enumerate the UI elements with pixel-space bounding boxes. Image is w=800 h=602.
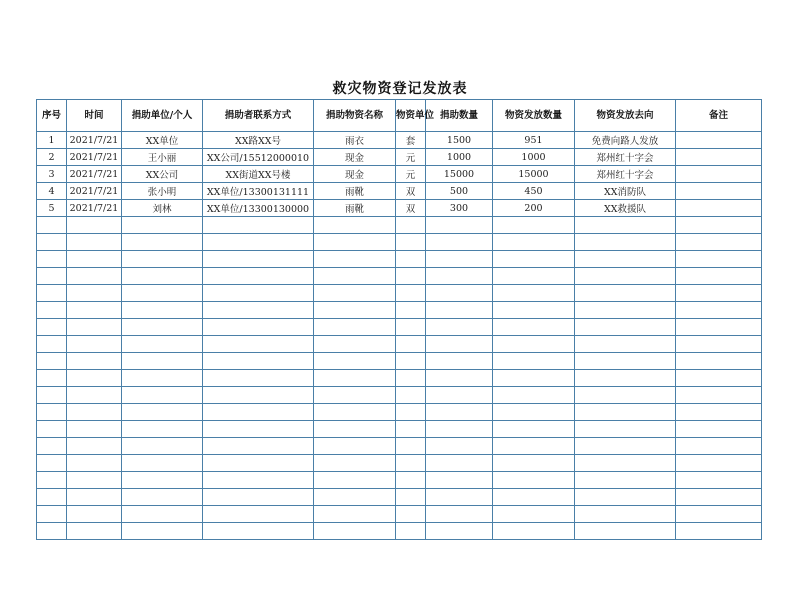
empty-cell <box>314 506 396 523</box>
empty-cell <box>676 217 762 234</box>
cell-contact: XX街道XX号楼 <box>203 166 314 183</box>
empty-cell <box>203 319 314 336</box>
empty-cell <box>493 489 575 506</box>
empty-cell <box>676 285 762 302</box>
empty-cell <box>67 302 122 319</box>
cell-donor: 刘林 <box>122 200 203 217</box>
empty-cell <box>203 251 314 268</box>
empty-cell <box>67 455 122 472</box>
empty-cell <box>314 319 396 336</box>
cell-donor: XX公司 <box>122 166 203 183</box>
empty-table-row <box>37 217 762 234</box>
table-row <box>37 183 762 200</box>
empty-cell <box>426 302 493 319</box>
table-row <box>37 166 762 183</box>
empty-cell <box>426 387 493 404</box>
empty-cell <box>314 455 396 472</box>
cell-remarks <box>676 132 762 149</box>
empty-cell <box>575 302 676 319</box>
empty-cell <box>37 251 67 268</box>
cell-donated-qty: 300 <box>426 200 493 217</box>
empty-cell <box>396 472 426 489</box>
cell-destination: XX消防队 <box>575 183 676 200</box>
empty-cell <box>37 472 67 489</box>
cell-remarks <box>676 149 762 166</box>
header-cell-donated-qty: 捐助数量 <box>426 100 493 132</box>
empty-cell <box>493 268 575 285</box>
cell-item-name: 雨靴 <box>314 200 396 217</box>
empty-cell <box>426 234 493 251</box>
empty-cell <box>396 523 426 540</box>
empty-cell <box>396 285 426 302</box>
header-cell-distributed-qty: 物资发放数量 <box>493 100 575 132</box>
cell-unit: 双 <box>396 183 426 200</box>
cell-contact: XX路XX号 <box>203 132 314 149</box>
empty-cell <box>493 421 575 438</box>
cell-distributed-qty: 200 <box>493 200 575 217</box>
cell-index: 2 <box>37 149 67 166</box>
empty-cell <box>122 404 203 421</box>
empty-cell <box>676 370 762 387</box>
empty-cell <box>426 472 493 489</box>
empty-cell <box>314 353 396 370</box>
empty-cell <box>575 421 676 438</box>
empty-table-row <box>37 319 762 336</box>
empty-cell <box>67 268 122 285</box>
cell-destination: XX救援队 <box>575 200 676 217</box>
cell-donor: 张小明 <box>122 183 203 200</box>
empty-cell <box>575 353 676 370</box>
empty-cell <box>203 336 314 353</box>
empty-cell <box>396 506 426 523</box>
empty-table-row <box>37 251 762 268</box>
empty-cell <box>122 353 203 370</box>
empty-cell <box>493 319 575 336</box>
empty-cell <box>314 251 396 268</box>
empty-cell <box>396 387 426 404</box>
empty-cell <box>575 234 676 251</box>
empty-table-row <box>37 455 762 472</box>
cell-donated-qty: 1500 <box>426 132 493 149</box>
empty-cell <box>426 506 493 523</box>
empty-cell <box>396 319 426 336</box>
header-cell-item-name: 捐助物资名称 <box>314 100 396 132</box>
empty-table-row <box>37 370 762 387</box>
empty-cell <box>575 438 676 455</box>
empty-cell <box>122 387 203 404</box>
empty-cell <box>37 387 67 404</box>
cell-donated-qty: 500 <box>426 183 493 200</box>
empty-cell <box>67 234 122 251</box>
empty-cell <box>575 319 676 336</box>
empty-cell <box>203 370 314 387</box>
empty-cell <box>37 285 67 302</box>
empty-table-row <box>37 302 762 319</box>
empty-cell <box>37 268 67 285</box>
empty-cell <box>203 285 314 302</box>
empty-cell <box>426 438 493 455</box>
empty-cell <box>396 302 426 319</box>
header-cell-time: 时间 <box>67 100 122 132</box>
cell-unit: 元 <box>396 166 426 183</box>
cell-contact: XX单位/13300131111 <box>203 183 314 200</box>
empty-cell <box>37 217 67 234</box>
empty-cell <box>122 455 203 472</box>
empty-cell <box>676 234 762 251</box>
empty-cell <box>37 336 67 353</box>
empty-table-row <box>37 336 762 353</box>
cell-destination: 郑州红十字会 <box>575 166 676 183</box>
empty-cell <box>676 438 762 455</box>
empty-cell <box>676 302 762 319</box>
empty-cell <box>575 489 676 506</box>
header-cell-destination: 物资发放去向 <box>575 100 676 132</box>
empty-cell <box>203 455 314 472</box>
empty-cell <box>396 404 426 421</box>
cell-contact: XX单位/13300130000 <box>203 200 314 217</box>
empty-cell <box>203 472 314 489</box>
header-cell-donor: 捐助单位/个人 <box>122 100 203 132</box>
cell-donated-qty: 15000 <box>426 166 493 183</box>
empty-cell <box>426 336 493 353</box>
empty-cell <box>67 387 122 404</box>
empty-cell <box>493 387 575 404</box>
empty-cell <box>493 285 575 302</box>
empty-cell <box>575 404 676 421</box>
table-row <box>37 200 762 217</box>
empty-cell <box>314 472 396 489</box>
empty-cell <box>314 404 396 421</box>
empty-cell <box>314 489 396 506</box>
empty-cell <box>314 302 396 319</box>
empty-cell <box>67 523 122 540</box>
empty-cell <box>493 251 575 268</box>
empty-cell <box>493 302 575 319</box>
empty-cell <box>203 421 314 438</box>
empty-cell <box>575 336 676 353</box>
empty-table-row <box>37 387 762 404</box>
empty-cell <box>493 370 575 387</box>
empty-cell <box>493 472 575 489</box>
empty-cell <box>396 251 426 268</box>
cell-unit: 双 <box>396 200 426 217</box>
cell-distributed-qty: 15000 <box>493 166 575 183</box>
empty-cell <box>37 370 67 387</box>
empty-cell <box>493 506 575 523</box>
header-row <box>37 100 762 132</box>
empty-cell <box>122 370 203 387</box>
empty-cell <box>203 217 314 234</box>
empty-cell <box>67 336 122 353</box>
empty-cell <box>37 506 67 523</box>
empty-cell <box>426 370 493 387</box>
empty-cell <box>203 506 314 523</box>
empty-cell <box>122 234 203 251</box>
empty-table-row <box>37 404 762 421</box>
empty-cell <box>67 438 122 455</box>
header-cell-contact: 捐助者联系方式 <box>203 100 314 132</box>
empty-cell <box>37 302 67 319</box>
cell-contact: XX公司/15512000010 <box>203 149 314 166</box>
empty-table-row <box>37 421 762 438</box>
cell-time: 2021/7/21 <box>67 166 122 183</box>
empty-cell <box>203 268 314 285</box>
empty-table-row <box>37 234 762 251</box>
empty-cell <box>67 353 122 370</box>
empty-cell <box>122 319 203 336</box>
empty-cell <box>37 421 67 438</box>
table-row <box>37 149 762 166</box>
relief-supplies-table <box>36 99 762 540</box>
empty-cell <box>314 217 396 234</box>
empty-cell <box>122 472 203 489</box>
cell-time: 2021/7/21 <box>67 132 122 149</box>
empty-cell <box>575 251 676 268</box>
empty-cell <box>396 234 426 251</box>
sheet-title: 救灾物资登记发放表 <box>332 81 468 97</box>
empty-cell <box>396 421 426 438</box>
empty-cell <box>37 523 67 540</box>
cell-index: 3 <box>37 166 67 183</box>
empty-cell <box>203 234 314 251</box>
empty-cell <box>426 353 493 370</box>
cell-distributed-qty: 450 <box>493 183 575 200</box>
empty-table-row <box>37 268 762 285</box>
cell-destination: 郑州红十字会 <box>575 149 676 166</box>
empty-cell <box>493 353 575 370</box>
header-cell-index: 序号 <box>37 100 67 132</box>
empty-cell <box>122 217 203 234</box>
empty-cell <box>67 489 122 506</box>
empty-cell <box>676 472 762 489</box>
empty-cell <box>203 353 314 370</box>
empty-cell <box>396 336 426 353</box>
empty-cell <box>67 251 122 268</box>
empty-cell <box>67 404 122 421</box>
empty-cell <box>67 421 122 438</box>
empty-cell <box>122 285 203 302</box>
empty-cell <box>493 455 575 472</box>
empty-cell <box>575 285 676 302</box>
empty-cell <box>314 421 396 438</box>
empty-cell <box>67 319 122 336</box>
empty-cell <box>37 234 67 251</box>
empty-cell <box>676 268 762 285</box>
cell-item-name: 现金 <box>314 149 396 166</box>
empty-cell <box>203 302 314 319</box>
empty-cell <box>314 370 396 387</box>
empty-cell <box>37 404 67 421</box>
empty-cell <box>426 404 493 421</box>
empty-cell <box>676 523 762 540</box>
empty-cell <box>426 489 493 506</box>
empty-cell <box>493 523 575 540</box>
empty-cell <box>426 285 493 302</box>
empty-cell <box>37 438 67 455</box>
cell-donor: XX单位 <box>122 132 203 149</box>
empty-cell <box>676 319 762 336</box>
cell-donated-qty: 1000 <box>426 149 493 166</box>
empty-cell <box>575 523 676 540</box>
empty-cell <box>426 319 493 336</box>
cell-distributed-qty: 951 <box>493 132 575 149</box>
empty-cell <box>575 387 676 404</box>
empty-cell <box>426 217 493 234</box>
empty-cell <box>203 387 314 404</box>
cell-distributed-qty: 1000 <box>493 149 575 166</box>
empty-table-row <box>37 506 762 523</box>
empty-cell <box>37 489 67 506</box>
empty-cell <box>426 421 493 438</box>
empty-cell <box>676 421 762 438</box>
empty-cell <box>203 489 314 506</box>
empty-table-row <box>37 523 762 540</box>
empty-cell <box>493 217 575 234</box>
empty-cell <box>426 455 493 472</box>
empty-cell <box>676 506 762 523</box>
empty-table-row <box>37 472 762 489</box>
empty-cell <box>493 336 575 353</box>
empty-cell <box>203 438 314 455</box>
empty-cell <box>122 421 203 438</box>
empty-cell <box>575 455 676 472</box>
empty-cell <box>676 336 762 353</box>
empty-cell <box>575 506 676 523</box>
empty-cell <box>426 268 493 285</box>
empty-cell <box>493 438 575 455</box>
empty-cell <box>396 268 426 285</box>
cell-time: 2021/7/21 <box>67 200 122 217</box>
empty-cell <box>396 353 426 370</box>
empty-cell <box>203 404 314 421</box>
cell-remarks <box>676 183 762 200</box>
empty-cell <box>122 523 203 540</box>
empty-cell <box>122 336 203 353</box>
empty-cell <box>314 523 396 540</box>
cell-unit: 套 <box>396 132 426 149</box>
empty-cell <box>426 523 493 540</box>
cell-destination: 免费向路人发放 <box>575 132 676 149</box>
empty-cell <box>37 455 67 472</box>
cell-item-name: 雨靴 <box>314 183 396 200</box>
empty-cell <box>37 353 67 370</box>
empty-cell <box>396 370 426 387</box>
empty-cell <box>676 251 762 268</box>
empty-cell <box>314 234 396 251</box>
empty-table-row <box>37 438 762 455</box>
empty-cell <box>314 268 396 285</box>
cell-index: 4 <box>37 183 67 200</box>
empty-cell <box>67 506 122 523</box>
empty-cell <box>575 472 676 489</box>
empty-table-row <box>37 489 762 506</box>
empty-cell <box>122 302 203 319</box>
empty-cell <box>122 438 203 455</box>
empty-cell <box>396 489 426 506</box>
empty-cell <box>676 404 762 421</box>
empty-cell <box>575 268 676 285</box>
cell-unit: 元 <box>396 149 426 166</box>
empty-cell <box>67 370 122 387</box>
empty-cell <box>493 234 575 251</box>
empty-cell <box>314 438 396 455</box>
cell-index: 5 <box>37 200 67 217</box>
empty-cell <box>122 268 203 285</box>
empty-cell <box>122 251 203 268</box>
table-row <box>37 132 762 149</box>
header-cell-remarks: 备注 <box>676 100 762 132</box>
empty-cell <box>676 387 762 404</box>
empty-cell <box>575 217 676 234</box>
cell-time: 2021/7/21 <box>67 183 122 200</box>
empty-cell <box>67 472 122 489</box>
cell-remarks <box>676 166 762 183</box>
cell-index: 1 <box>37 132 67 149</box>
cell-remarks <box>676 200 762 217</box>
empty-cell <box>67 285 122 302</box>
empty-cell <box>37 319 67 336</box>
cell-time: 2021/7/21 <box>67 149 122 166</box>
cell-donor: 王小丽 <box>122 149 203 166</box>
empty-cell <box>676 489 762 506</box>
empty-cell <box>314 387 396 404</box>
cell-item-name: 雨衣 <box>314 132 396 149</box>
empty-cell <box>676 353 762 370</box>
empty-cell <box>493 404 575 421</box>
empty-table-row <box>37 353 762 370</box>
empty-cell <box>396 438 426 455</box>
empty-cell <box>314 285 396 302</box>
table-body <box>37 132 762 540</box>
empty-cell <box>396 455 426 472</box>
empty-cell <box>203 523 314 540</box>
header-cell-unit: 物资单位 <box>396 100 426 132</box>
empty-cell <box>314 336 396 353</box>
empty-cell <box>426 251 493 268</box>
empty-cell <box>575 370 676 387</box>
empty-cell <box>67 217 122 234</box>
cell-item-name: 现金 <box>314 166 396 183</box>
empty-cell <box>122 489 203 506</box>
empty-cell <box>396 217 426 234</box>
empty-cell <box>122 506 203 523</box>
empty-cell <box>676 455 762 472</box>
empty-table-row <box>37 285 762 302</box>
